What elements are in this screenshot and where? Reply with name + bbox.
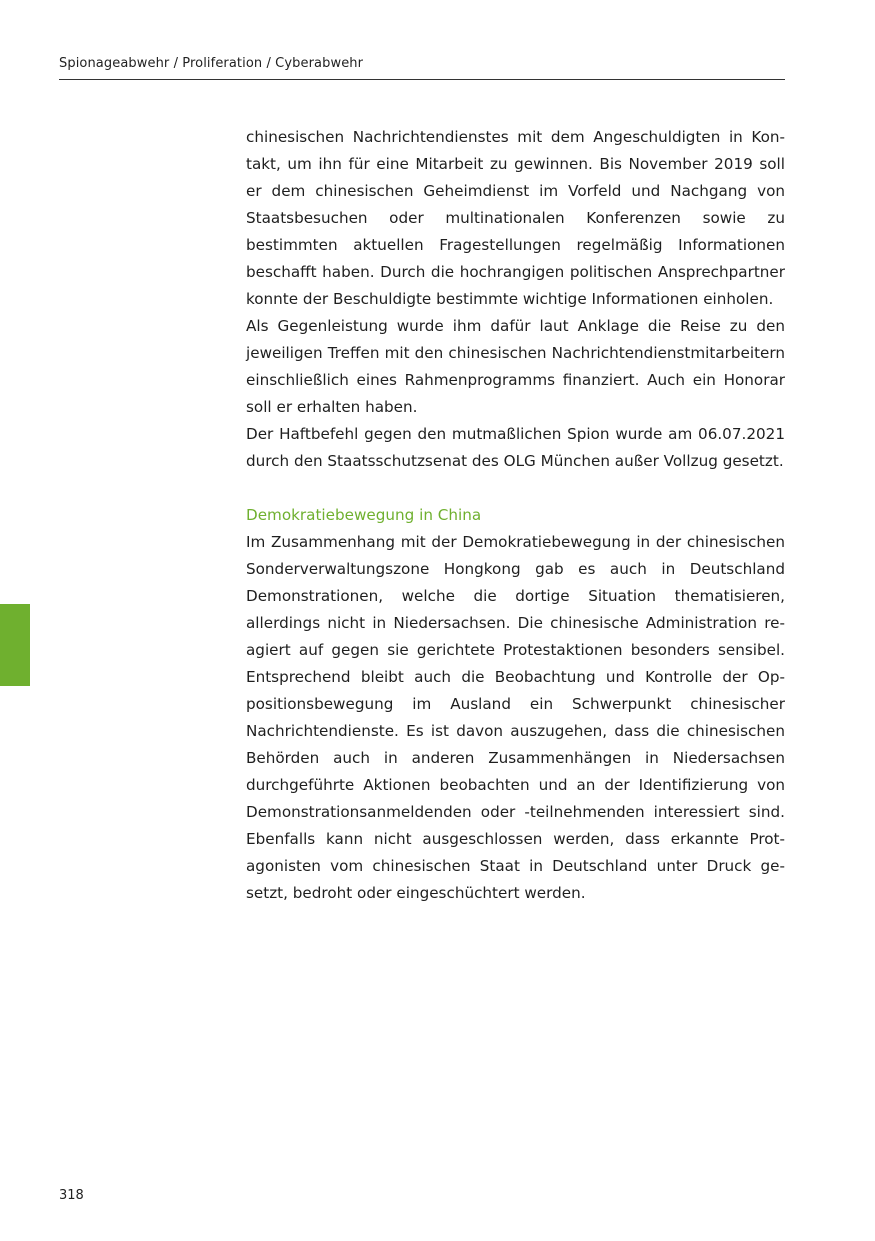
paragraph-spacer [246, 475, 785, 502]
running-header: Spionageabwehr / Proliferation / Cyberabwehr [59, 56, 364, 71]
paragraph-recruitment: chinesischen Nachrichtendienstes mit dem Angeschuldigten in Kontakt, um ihn für eine Mitarbeit zu gewinnen. Bis November 2019 soll er dem chinesischen Geheimdienst im Vorfeld und Nachgang von Staatsbesuchen oder multinationalen Konferenzen sowie zu bestimmten aktuellen Fragestellungen regelmäßig Informationen beschafft haben. Durch die hochrangigen politischen Ansprechpartner konnte der Beschuldigte bestimmte wichtige Informationen einholen. [246, 128, 785, 308]
section-heading: Demokratiebewegung in China [246, 506, 482, 524]
header-rule [59, 79, 785, 80]
paragraph-democracy-movement: Im Zusammenhang mit der Demokratiebewegung in der chinesischen Sonderverwaltungszone Hongkong gab es auch in Deutschland Demonstrationen, welche die dortige Situation thematisieren, allerdings nicht in Niedersachsen. Die chinesische Administration reagiert auf gegen sie gerichtete Protestaktionen besonders sensibel. Entsprechend bleibt auch die Beobachtung und Kontrolle der Oppositionsbewegung im Ausland ein Schwerpunkt chinesischer Nachrichtendienste. Es ist davon auszugehen, dass die chinesischen Behörden auch in anderen Zusammenhängen in Niedersachsen durchgeführte Aktionen beobachten und an der Identifizierung von Demonstrationsanmeldenden oder -teilnehmenden interessiert sind. Ebenfalls kann nicht ausgeschlossen werden, dass erkannte Protagonisten vom chinesischen Staat in Deutschland unter Druck gesetzt, bedroht oder eingeschüchtert werden. [246, 533, 785, 902]
main-text-column [246, 124, 785, 907]
paragraph-arrest-warrant: Der Haftbefehl gegen den mutmaßlichen Spion wurde am 06.07.2021 durch den Staatsschutzsenat des OLG München außer Vollzug gesetzt. [246, 425, 785, 470]
chapter-side-tab [0, 604, 30, 686]
page-number: 318 [59, 1188, 84, 1203]
paragraph-compensation: Als Gegenleistung wurde ihm dafür laut Anklage die Reise zu den jeweiligen Treffen mit den chinesischen Nachrichtendienstmitarbeitern einschließlich eines Rahmenprogramms finanziert. Auch ein Honorar soll er erhalten haben. [246, 317, 785, 416]
